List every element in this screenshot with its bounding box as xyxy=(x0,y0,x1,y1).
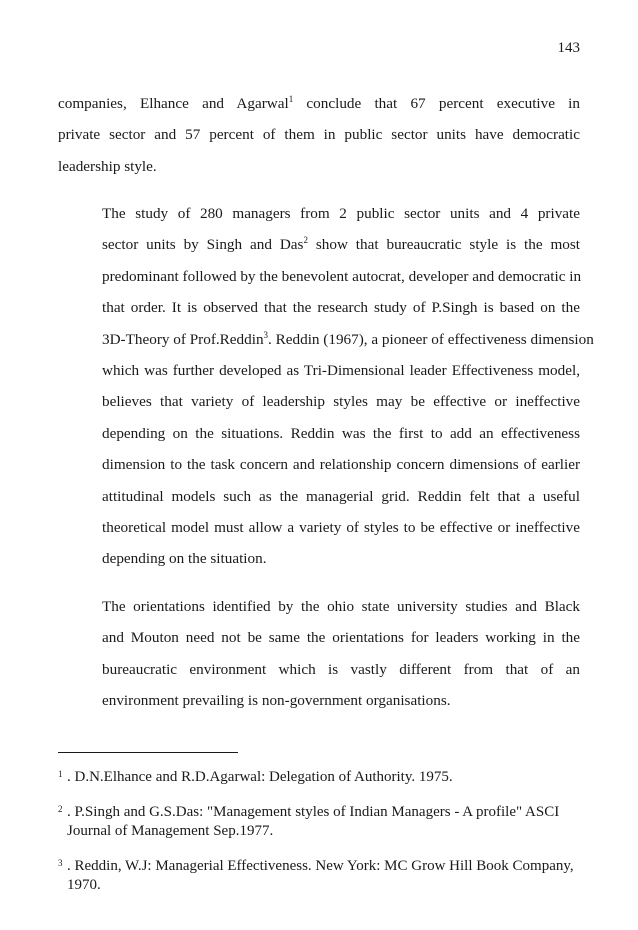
footnote-2 xyxy=(58,803,588,841)
paragraph-line: and Mouton need not be same the orientations for leaders working in the xyxy=(102,629,580,647)
paragraph-line: environment prevailing is non-government organisations. xyxy=(102,692,451,710)
footnote-marker: 2 xyxy=(58,804,63,814)
footnote-1 xyxy=(58,768,588,787)
footnote-text: . D.N.Elhance and R.D.Agarwal: Delegation of Authority. 1975. xyxy=(67,769,453,785)
footnote-text: . Reddin, W.J: Managerial Effectiveness. New York: MC Grow Hill Book Company, 1970. xyxy=(67,858,574,893)
body-paragraph-1 xyxy=(58,88,580,182)
body-paragraph-2 xyxy=(58,198,594,575)
footnote-text: . P.Singh and G.S.Das: "Management styles of Indian Managers - A profile" ASCI Journal of Management Sep.1977. xyxy=(67,804,560,839)
footnote-reference-2: 2 xyxy=(303,235,308,246)
paragraph-line: theoretical model must allow a variety of styles to be effective or ineffective xyxy=(102,519,580,537)
page-number: 143 xyxy=(557,40,580,56)
paragraph-line: depending on the situation. xyxy=(102,550,267,568)
paragraph-line: predominant followed by the benevolent autocrat, developer and democratic in xyxy=(102,267,582,285)
paragraph-line: depending on the situations. Reddin was the first to add an effectiveness xyxy=(102,424,580,442)
paragraph-line: The orientations identified by the ohio state university studies and Black xyxy=(102,598,580,615)
paragraph-line: leadership style. xyxy=(58,157,157,175)
paragraph-line: 3D-Theory of Prof.Reddin$^3$. Reddin (1967), a pioneer of effectiveness dimension xyxy=(102,329,594,348)
paragraph-line: dimension to the task concern and relationship concern dimensions of earlier xyxy=(102,456,580,474)
paragraph-line: which was further developed as Tri-Dimensional leader Effectiveness model, xyxy=(102,362,580,380)
paragraph-line: private sector and 57 percent of them in public sector units have democratic xyxy=(58,126,580,144)
footnote-reference-3: 3 xyxy=(263,329,269,340)
paragraph-line: The study of 280 managers from 2 public sector units and 4 private xyxy=(102,205,580,222)
footnote-marker: 1 xyxy=(58,769,63,779)
paragraph-line: believes that variety of leadership styles may be effective or ineffective xyxy=(102,393,580,411)
paragraph-line: attitudinal models such as the managerial grid. Reddin felt that a useful xyxy=(102,487,580,505)
footnote-divider xyxy=(58,752,238,753)
paragraph-line: that order. It is observed that the research study of P.Singh is based on the xyxy=(102,299,580,317)
paragraph-line: companies, Elhance and Agarwal$^1$ conclude that 67 percent executive in xyxy=(58,93,581,112)
footnote-3 xyxy=(58,857,588,895)
paragraph-line: bureaucratic environment which is vastly different from that of an xyxy=(102,660,580,678)
footnote-reference-1: 1 xyxy=(288,93,294,104)
paragraph-line: sector units by Singh and Das$^2$ show that bureaucratic style is the most xyxy=(102,235,580,254)
footnote-marker: 3 xyxy=(58,858,63,868)
body-paragraph-3 xyxy=(58,591,580,717)
